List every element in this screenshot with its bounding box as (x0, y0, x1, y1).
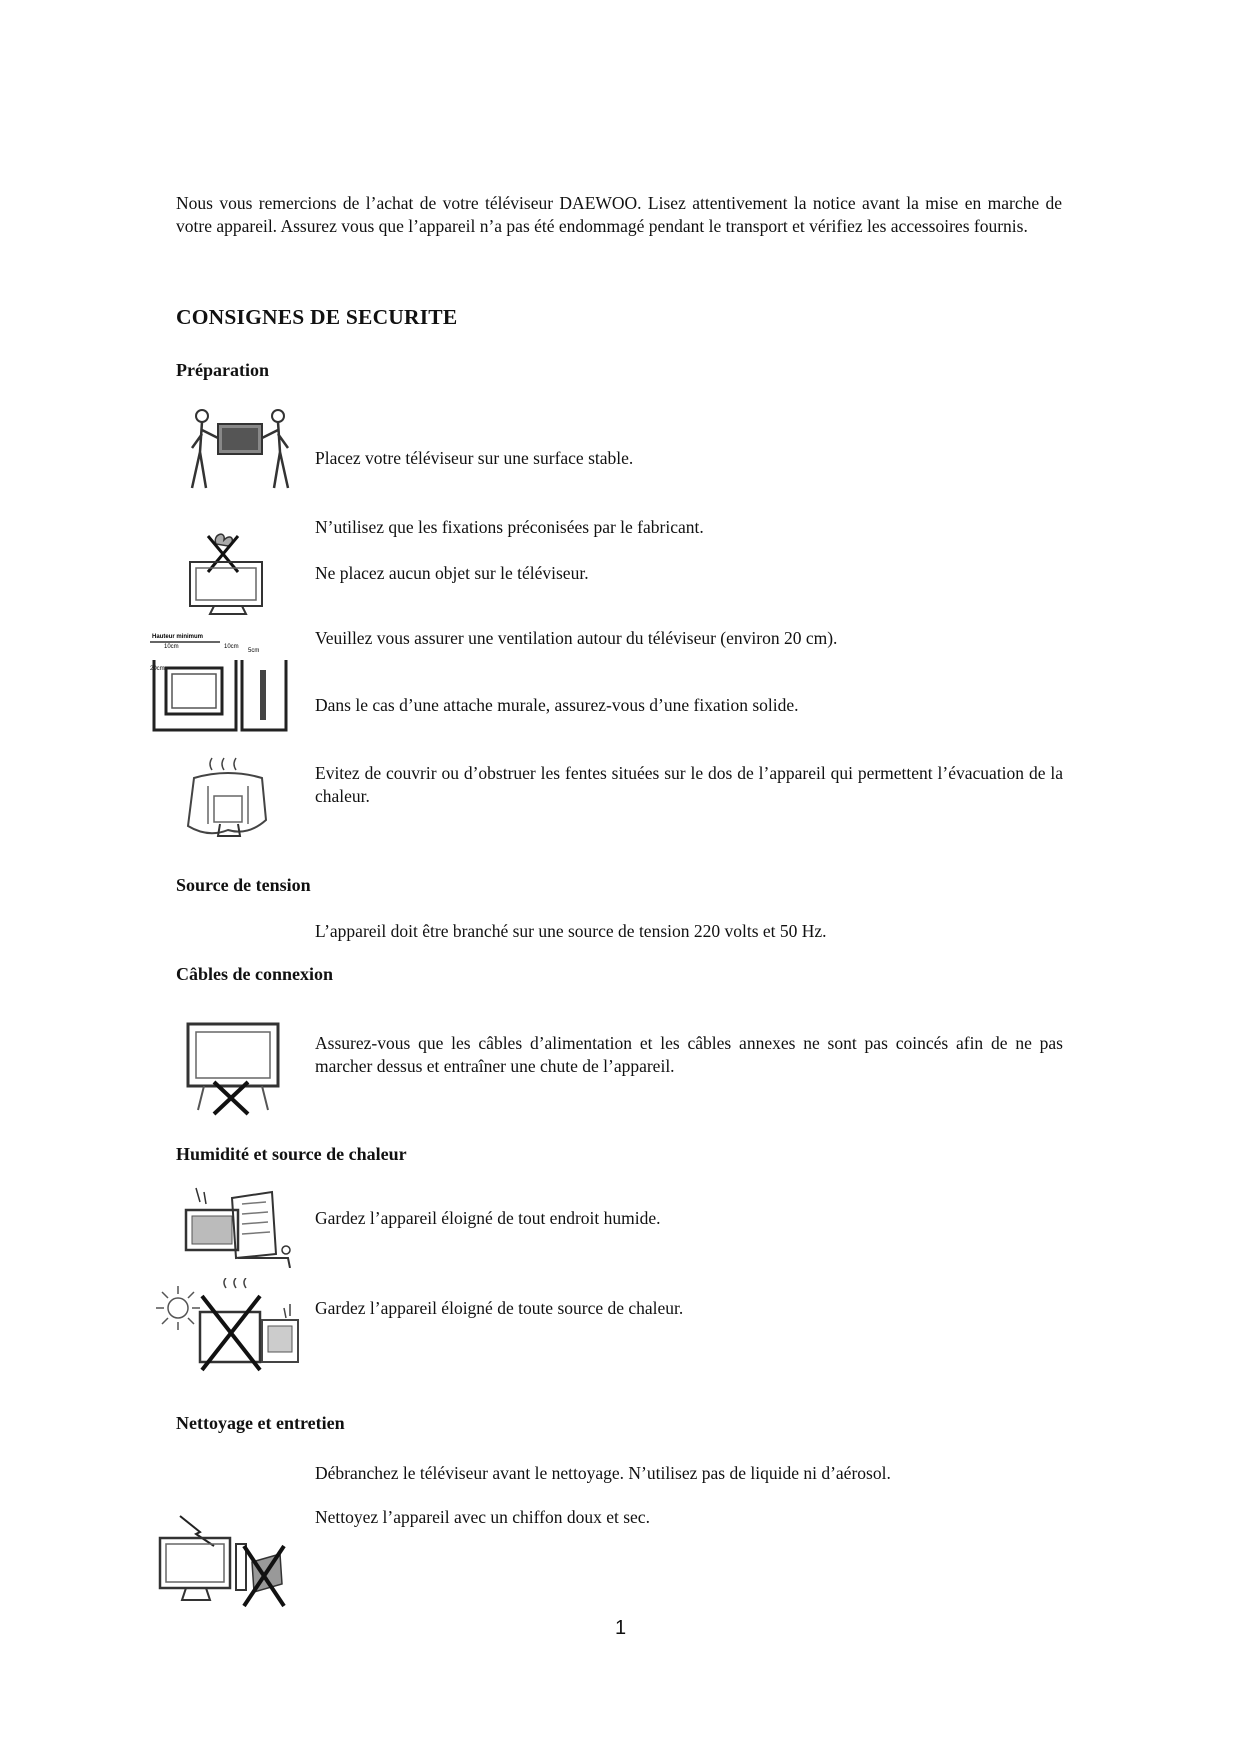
text-unplug-before-cleaning: Débranchez le téléviseur avant le nettoyage. N’utilisez pas de liquide ni d’aérosol. (315, 1463, 891, 1483)
vent-label-b: 10cm (224, 644, 239, 650)
vent-label-c: 5cm (248, 648, 260, 654)
text-cables: Assurez-vous que les câbles d’alimentation et les câbles annexes ne sont pas coincés afin de ne pas marcher dessus et entraîner une chute de l’appareil. (315, 1033, 1063, 1076)
heading-humidity-heat: Humidité et source de chaleur (176, 1144, 407, 1164)
vent-label-a: 10cm (164, 644, 179, 650)
heat-source-illustration (156, 1278, 304, 1378)
heading-cleaning: Nettoyage et entretien (176, 1413, 345, 1433)
text-stable-surface: Placez votre téléviseur sur une surface stable. (315, 448, 634, 468)
vent-label-top: Hauteur minimum (152, 634, 204, 640)
text-humidity: Gardez l’appareil éloigné de tout endroit humide. (315, 1208, 661, 1228)
tv-cable-trip-illustration (184, 1020, 288, 1116)
heading-preparation: Préparation (176, 360, 269, 380)
text-no-object: Ne placez aucun objet sur le téléviseur. (315, 563, 589, 583)
humidity-illustration (176, 1184, 296, 1268)
ventilation-clearance-diagram (150, 630, 290, 734)
text-voltage: L’appareil doit être branché sur une source de tension 220 volts et 50 Hz. (315, 921, 827, 941)
two-people-carrying-tv-illustration (184, 408, 296, 492)
page-number: 1 (614, 1617, 627, 1639)
heading-cables: Câbles de connexion (176, 964, 334, 984)
vent-label-d: 20cm (150, 666, 165, 672)
text-wall-mount: Dans le cas d’une attache murale, assurez-vous d’une fixation solide. (315, 695, 799, 715)
text-recommended-fixings: N’utilisez que les fixations préconisées par le fabricant. (315, 517, 704, 537)
no-object-on-tv-illustration (186, 526, 286, 618)
text-dry-cloth: Nettoyez l’appareil avec un chiffon doux et sec. (315, 1507, 650, 1527)
heading-power-source: Source de tension (176, 875, 311, 895)
covered-tv-illustration (178, 756, 278, 840)
intro-paragraph: Nous vous remercions de l’achat de votre téléviseur DAEWOO. Lisez attentivement la notice avant la mise en marche de votre appareil. Assurez vous que l’appareil n’a pas été endommagé pendant le transport et vérifiez les accessoires fournis. (176, 193, 1062, 236)
text-heat-source: Gardez l’appareil éloigné de toute source de chaleur. (315, 1298, 684, 1318)
text-no-cover: Evitez de couvrir ou d’obstruer les fentes situées sur le dos de l’appareil qui permettent l’évacuation de la chaleur. (315, 763, 1063, 806)
page-title: CONSIGNES DE SECURITE (176, 305, 458, 329)
text-ventilation: Veuillez vous assurer une ventilation autour du téléviseur (environ 20 cm). (315, 628, 838, 648)
cleaning-illustration (156, 1512, 292, 1612)
